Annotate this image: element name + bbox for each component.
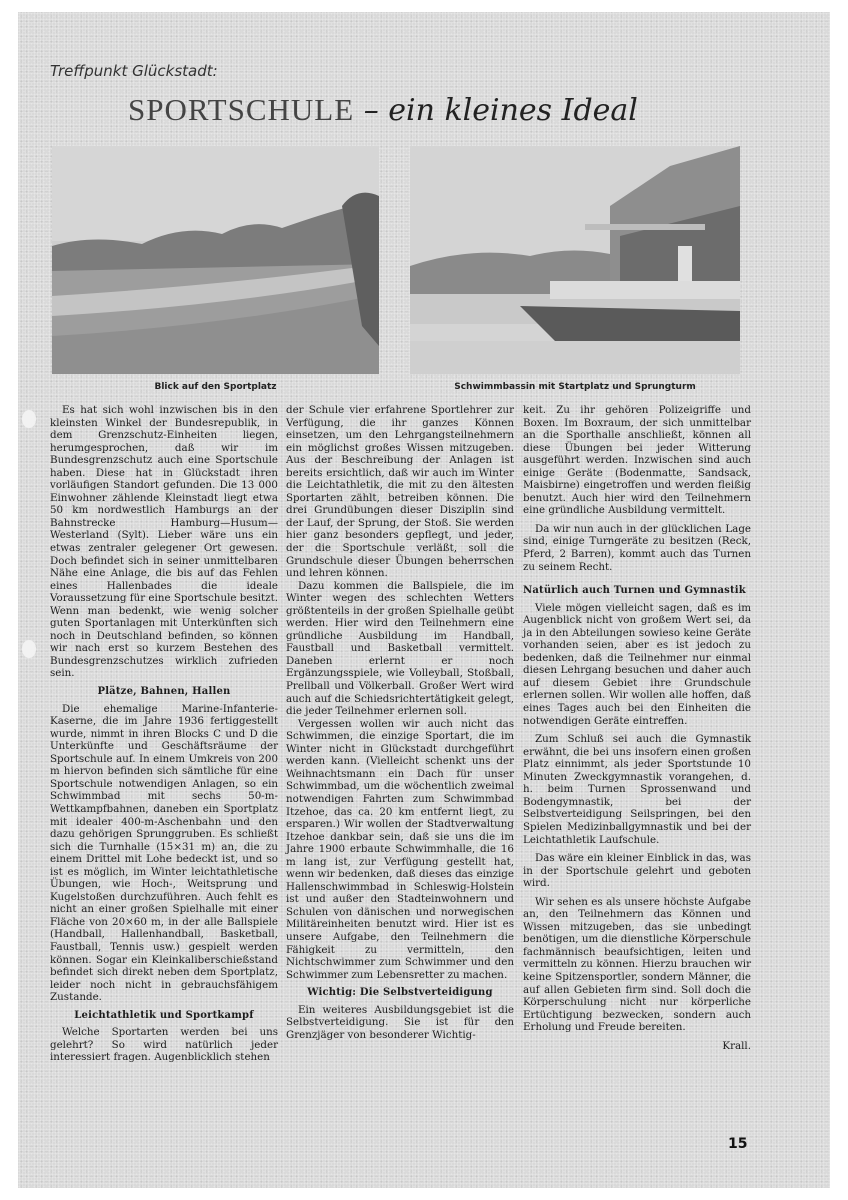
- paragraph: Zum Schluß sei auch die Gymnastik erwähnt, die bei uns insofern einen großen Platz einnimmt, als jeder Sportstunde 10 Minuten Zweckgymnastik vorangehen, d. h. beim Turnen Sprossenwand und Bodengymnastik, bei der Selbstverteidigung Seilspringen, bei den Spielen Medizinballgymnastik und bei der Leichtathletik Laufschule.: [523, 733, 751, 846]
- paragraph: Viele mögen vielleicht sagen, daß es im Augenblick nicht von großem Wert sei, da ja in den Abteilungen sowieso keine Geräte vorhanden seien, aber es ist jedoch zu bedenken, daß die Teilnehmer nur einmal diesen Lehrgang besuchen und daher auch auf diesem Gebiet ihre Grundschule erlernen sollen. Wir wollen alle hoffen, daß eines Tages auch bei den Einheiten die notwendigen Geräte eintreffen.: [523, 601, 751, 727]
- author-signature: Krall.: [722, 1039, 751, 1052]
- paragraph: Wir sehen es als unsere höchste Aufgabe an, den Teilnehmern das Können und Wissen mitzugeben, das sie unbedingt benötigen, um die dienstliche Körperschule fachmännisch beaufsichtigen, leiten und vermitteln zu können. Hierzu brauchen wir keine Spitzensportler, sondern Männer, die auf allen Gebieten firm sind. Soll doch die Körperschulung nicht nur körperliche Ertüchtigung bezwecken, sondern auch Erholung und Freude bereiten.: [523, 895, 751, 1034]
- paragraph: Die ehemalige Marine-Infanterie-Kaserne, die im Jahre 1936 fertiggestellt wurde, nimmt in ihren Blocks C und D die Unterkünfte und Geschäftsräume der Sportschule auf. In einem Umkreis von 200 m hiervon befinden sich sämtliche für eine Sportschule notwendigen Anlagen, so ein Schwimmbad mit sechs 50-m-Wettkampfbahnen, daneben ein Sportplatz mit idealer 400-m-Aschenbahn und den dazu gehörigen Sprunggruben. Es schließt sich die Turnhalle (15×31 m) an, die zu einem Drittel mit Lohe bedeckt ist, und so ist es möglich, im Winter leichtathletische Übungen, wie Hoch-, Weitsprung und Kugelstoßen durchzuführen. Auch fehlt es nicht an einer großen Spielhalle mit einer Fläche von 20×60 m, in der alle Ballspiele (Handball, Hallenhandball, Basketball, Faustball, Tennis usw.) gespielt werden können. Sogar ein Kleinkaliberschießstand befindet sich direkt neben dem Sportplatz, leider noch nicht in gebrauchsfähigem Zustande.: [50, 702, 278, 1004]
- paragraph: Es hat sich wohl inzwischen bis in den kleinsten Winkel der Bundesrepublik, in dem Grenzschutz-Einheiten liegen, herumgesprochen, daß wir im Bundesgrenzschutz auch eine Sportschule haben. Diese hat in Glückstadt ihren vorläufigen Standort gefunden. Die 13 000 Einwohner zählende Kleinstadt liegt etwa 50 km nordwestlich Hamburgs an der Bahnstrecke Hamburg—Husum—Westerland (Sylt). Lieber wäre uns ein etwas zentraler gelegener Ort gewesen. Doch befindet sich in seiner unmittelbaren Nähe eine Anlage, die bis auf das Fehlen eines Hallenbades die ideale Voraussetzung für eine Sportschule besitzt. Wenn man bedenkt, wie wenig solcher guten Sportanlagen mit Unterkünften sich noch in Deutschland befinden, so können wir nach erst so kurzem Bestehen des Bundesgrenzschutzes wirklich zufrieden sein.: [50, 404, 278, 680]
- text-column-1: [50, 404, 278, 1064]
- paragraph: keit. Zu ihr gehören Polizeigriffe und Boxen. Im Boxraum, der sich unmittelbar an die Sporthalle anschließt, können all diese Übungen bei jeder Witterung ausgeführt werden. Inzwischen sind auch einige Geräte (Bodenmatte, Sandsack, Maisbirne) eingetroffen und werden fleißig benutzt. Auch hier wird den Teilnehmern eine gründliche Ausbildung vermittelt.: [523, 404, 751, 517]
- photo-caption: Schwimmbassin mit Startplatz und Sprungturm: [454, 382, 696, 392]
- headline-caps: SPORTSCHULE: [128, 92, 355, 127]
- photo-sports-field: [52, 146, 379, 374]
- page-number: 15: [728, 1136, 748, 1152]
- paragraph: Das wäre ein kleiner Einblick in das, was in der Sportschule gelehrt und geboten wird.: [523, 852, 751, 890]
- photo-caption: Blick auf den Sportplatz: [154, 382, 277, 392]
- paragraph: Vergessen wollen wir auch nicht das Schwimmen, die einzige Sportart, die im Winter nicht in Glückstadt durchgeführt werden kann. (Vielleicht schenkt uns der Weihnachtsmann ein Dach für unser Schwimmbad, um die wöchentlich zweimal notwendigen Fahrten zum Schwimmbad Itzehoe, das ca. 20 km entfernt liegt, zu ersparen.) Wir wollen der Stadtverwaltung Itzehoe dankbar sein, daß sie uns die im Jahre 1900 erbaute Schwimmhalle, die 16 m lang ist, zur Verfügung gestellt hat, wenn wir bedenken, daß dieses das einzige Hallenschwimmbad in Schleswig-Holstein ist und außer den Stadteinwohnern und Schulen von dänischen und norwegischen Militäreinheiten benutzt wird. Hier ist es unsere Aufgabe, den Teilnehmern die Fähigkeit zu vermitteln, den Nichtschwimmer zum Schwimmer und den Schwimmer zum Lebensretter zu machen.: [286, 717, 514, 981]
- article-headline: [128, 92, 688, 128]
- photo-swimming-pool: [410, 146, 740, 374]
- article-kicker: Treffpunkt Glückstadt:: [50, 62, 218, 80]
- text-column-2: [286, 404, 514, 1041]
- section-heading: Leichtathletik und Sportkampf: [74, 1009, 254, 1021]
- paragraph: Da wir nun auch in der glücklichen Lage sind, einige Turngeräte zu besitzen (Reck, Pferd, 2 Barren), kommt auch das Turnen zu seinem Recht.: [523, 522, 751, 573]
- punch-hole: [22, 640, 36, 658]
- punch-hole: [22, 410, 36, 428]
- paragraph: Welche Sportarten werden bei uns gelehrt? So wird natürlich jeder interessiert fragen. Augenblicklich stehen: [50, 1026, 278, 1064]
- section-heading: Plätze, Bahnen, Hallen: [97, 686, 231, 698]
- section-heading: Wichtig: Die Selbstverteidigung: [307, 987, 493, 999]
- headline-dash: –: [354, 93, 389, 128]
- paragraph: Dazu kommen die Ballspiele, die im Winter wegen des schlechten Wetters größtenteils in der großen Spielhalle geübt werden. Hier wird den Teilnehmern eine gründliche Ausbildung im Handball, Faustball und Basketball vermittelt. Daneben erlernt er noch Ergänzungsspiele, wie Volleyball, Stoßball, Prellball und Völkerball. Großer Wert wird auch auf die Schiedsrichtertätigkeit gelegt, die jeder Teilnehmer erlernen soll.: [286, 579, 514, 718]
- paragraph: Ein weiteres Ausbildungsgebiet ist die Selbstverteidigung. Sie ist für den Grenzjäger von besonderer Wichtig-: [286, 1003, 514, 1041]
- section-heading: Natürlich auch Turnen und Gymnastik: [523, 585, 746, 597]
- text-column-3: [523, 404, 751, 1052]
- headline-script: ein kleines Ideal: [388, 93, 638, 128]
- paragraph: der Schule vier erfahrene Sportlehrer zur Verfügung, die ihr ganzes Können einsetzen, um den Lehrgangsteilnehmern ein möglichst großes Wissen mitzugeben. Aus der Beschreibung der Anlagen ist bereits ersichtlich, daß wir auch im Winter die Leichtathletik, die mit zu den ältesten Sportarten zählt, betreiben können. Die drei Grundübungen dieser Disziplin sind der Lauf, der Sprung, der Stoß. Sie werden hier ganz besonders gepflegt, und jeder, der die Sportschule verläßt, soll die Grundschule dieser Übungen beherrschen und lehren können.: [286, 404, 514, 580]
